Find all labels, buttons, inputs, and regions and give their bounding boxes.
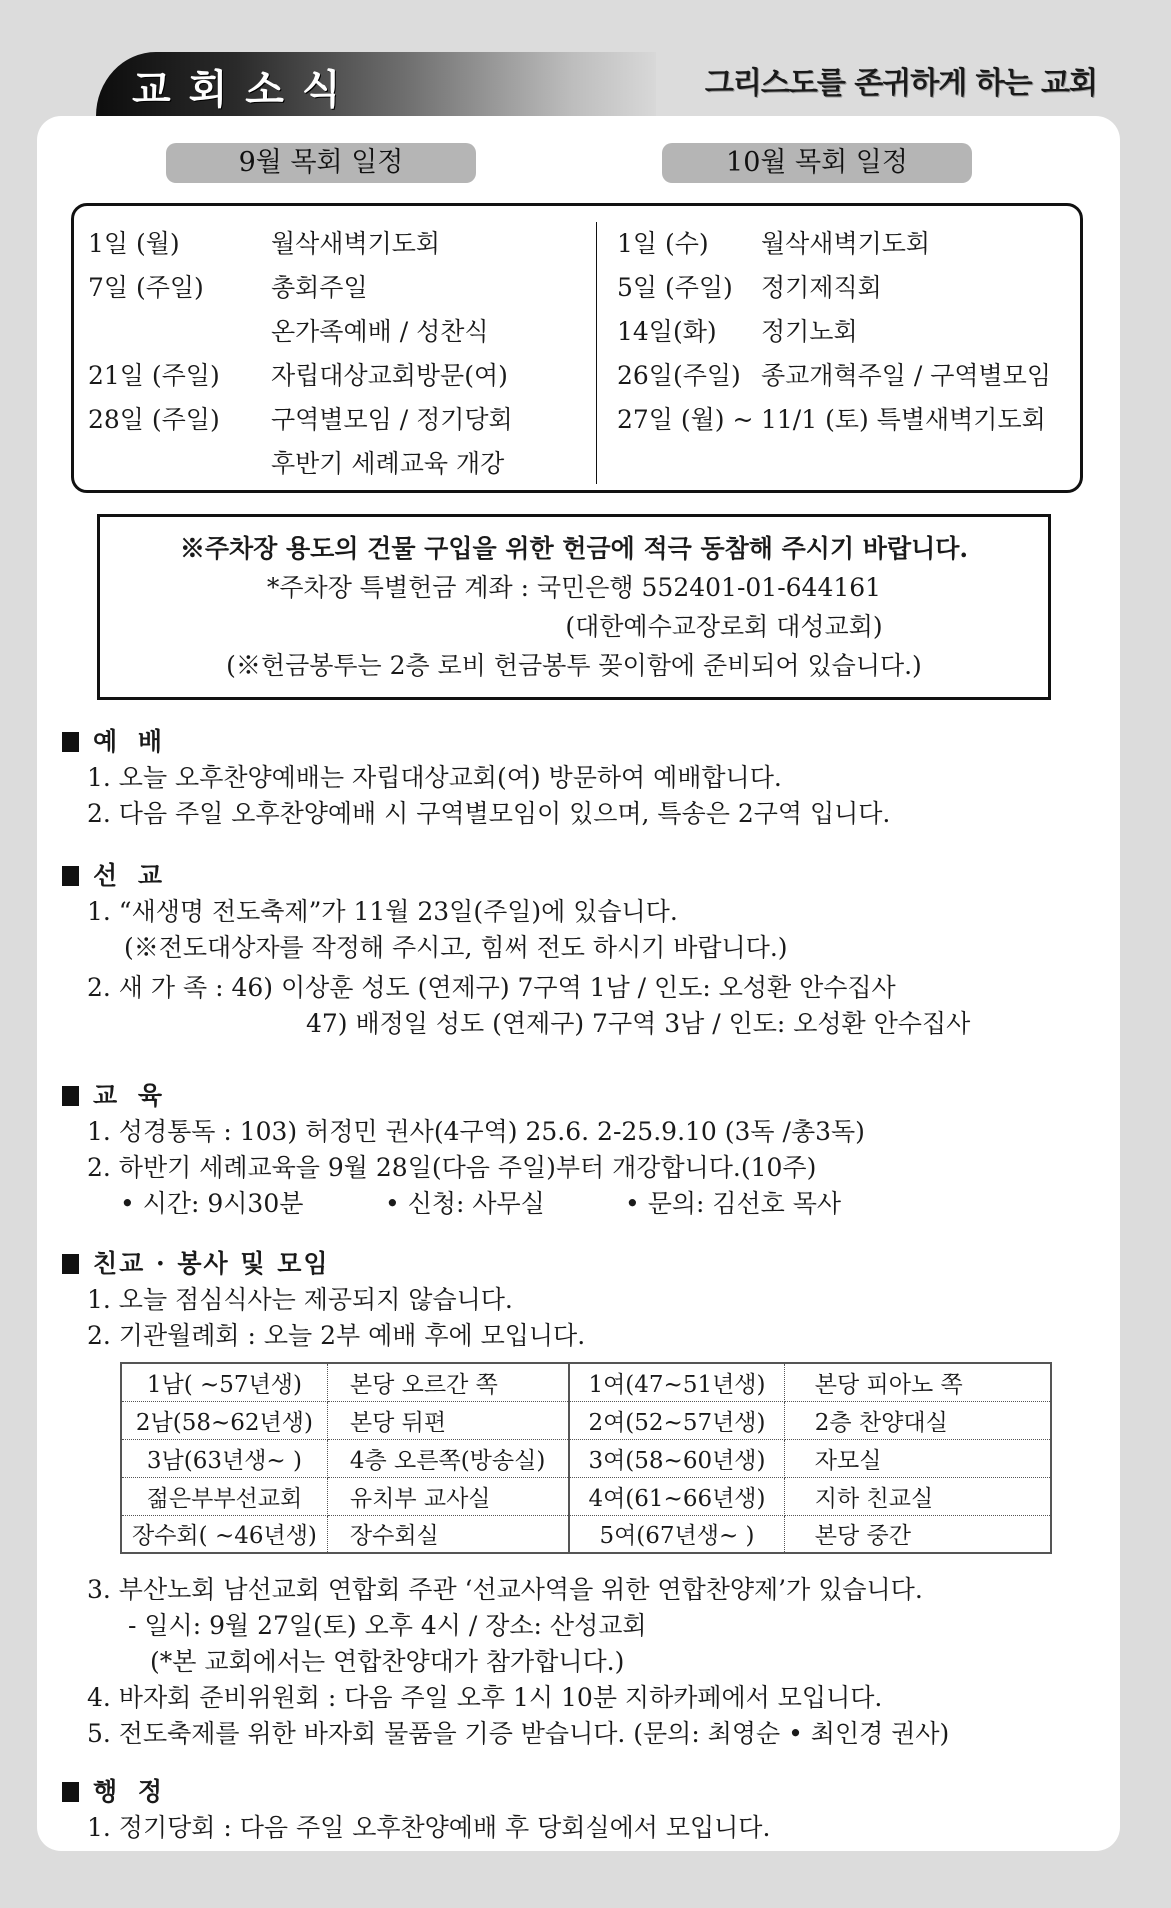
schedule-row	[74, 442, 594, 486]
table-cell: 3여(58~60년생)	[569, 1439, 784, 1477]
table-cell: 본당 중간	[814, 1523, 911, 1550]
table-cell: 3남(63년생~ )	[121, 1439, 327, 1477]
section-title: 예 배	[93, 727, 169, 756]
class-time: • 시간: 9시30분	[120, 1189, 304, 1218]
table-cell: 2여(52~57년생)	[569, 1401, 784, 1439]
schedule-row	[74, 398, 594, 442]
schedule-row	[598, 354, 1086, 398]
section-heading	[62, 1078, 865, 1114]
section-title: 교 육	[93, 1081, 169, 1110]
schedule-date: 28일 (주일)	[88, 405, 220, 434]
list-item: 1. “새생명 전도축제”가 11월 23일(주일)에 있습니다.	[87, 897, 678, 926]
schedule-row	[598, 310, 1086, 354]
section-fellowship	[62, 1246, 585, 1354]
bullet-square-icon	[62, 1254, 79, 1274]
section-mission	[62, 858, 970, 1042]
schedule-date: 14일(화)	[617, 317, 717, 346]
schedule-date: 27일 (월) ~	[617, 405, 754, 434]
october-schedule	[598, 222, 1086, 442]
table-cell: 지하 친교실	[784, 1477, 1051, 1515]
meeting-location-table	[120, 1362, 1052, 1554]
new-family-item: 2. 새 가 족 : 46) 이상훈 성도 (연제구) 7구역 1남 / 인도: 오성환 안수집사	[87, 973, 896, 1002]
schedule-date: 26일(주일)	[617, 361, 741, 390]
section-administration	[62, 1774, 770, 1846]
table-cell: 4여(61~66년생)	[569, 1477, 784, 1515]
schedule-event: 정기노회	[761, 317, 858, 346]
section-title: 친교 · 봉사 및 모임	[93, 1249, 330, 1278]
september-schedule	[74, 222, 594, 486]
table-cell: 본당 오르간 쪽	[327, 1363, 569, 1401]
list-item: 5. 전도축제를 위한 바자회 물품을 기증 받습니다. (문의: 최영순 • 최인경 권사)	[87, 1719, 950, 1748]
table-cell: 1여(47~51년생)	[569, 1363, 784, 1401]
class-signup: • 신청: 사무실	[385, 1189, 545, 1218]
schedule-row	[598, 222, 1086, 266]
schedule-date: 1일 (월)	[88, 229, 180, 258]
list-item: 2. 기관월례회 : 오늘 2부 예배 후에 모입니다.	[87, 1321, 586, 1350]
table-row	[121, 1363, 1051, 1401]
table-cell: 장수회( ~46년생)	[121, 1515, 327, 1553]
event-note: (*본 교회에서는 연합찬양대가 참가합니다.)	[150, 1647, 625, 1676]
table-row	[121, 1401, 1051, 1439]
schedule-event: 월삭새벽기도회	[761, 229, 931, 258]
church-slogan: 그리스도를 존귀하게 하는 교회	[704, 66, 1097, 101]
table-cell: 젊은부부선교회	[121, 1477, 327, 1515]
bullet-square-icon	[62, 866, 79, 886]
event-details: - 일시: 9월 27일(토) 오후 4시 / 장소: 산성교회	[128, 1611, 647, 1640]
section-title: 선 교	[93, 861, 169, 890]
list-item: 1. 정기당회 : 다음 주일 오후찬양예배 후 당회실에서 모입니다.	[87, 1813, 771, 1842]
schedule-event: 정기제직회	[761, 273, 882, 302]
bullet-square-icon	[62, 732, 79, 752]
class-info-bullets	[62, 1186, 865, 1222]
account-holder: (대한예수교장로회 대성교회)	[565, 612, 883, 641]
bullet-square-icon	[62, 1782, 79, 1802]
new-family-item: 47) 배정일 성도 (연제구) 7구역 3남 / 인도: 오성환 안수집사	[306, 1009, 971, 1038]
schedule-row	[598, 398, 1086, 442]
class-contact: • 문의: 김선호 목사	[625, 1189, 842, 1218]
table-cell: 2층 찬양대실	[784, 1401, 1051, 1439]
schedule-date: 7일 (주일)	[88, 273, 204, 302]
october-schedule-label: 10월 목회 일정	[662, 143, 972, 183]
schedule-row	[74, 310, 594, 354]
notice-headline: ※주차장 용도의 건물 구입을 위한 헌금에 적극 동참해 주시기 바랍니다.	[179, 534, 969, 563]
list-item: 3. 부산노회 남선교회 연합회 주관 ‘선교사역을 위한 연합찬양제’가 있습니다.	[87, 1575, 923, 1604]
table-cell: 자모실	[784, 1439, 1051, 1477]
section-education	[62, 1078, 865, 1222]
schedule-event: 총회주일	[271, 273, 368, 302]
september-schedule-label: 9월 목회 일정	[166, 143, 476, 183]
table-cell: 본당 뒤편	[327, 1401, 569, 1439]
list-item: 2. 다음 주일 오후찬양예배 시 구역별모임이 있으며, 특송은 2구역 입니다.	[87, 799, 891, 828]
list-item: 1. 성경통독 : 103) 허정민 권사(4구역) 25.6. 2-25.9.10 (3독 /총3독)	[87, 1117, 865, 1146]
schedule-event: 11/1 (토) 특별새벽기도회	[761, 405, 1046, 434]
list-item: 1. 오늘 오후찬양예배는 자립대상교회(여) 방문하여 예배합니다.	[87, 763, 782, 792]
schedule-event: 온가족예배 / 성찬식	[271, 317, 489, 346]
schedule-date: 5일 (주일)	[617, 273, 733, 302]
table-row	[121, 1439, 1051, 1477]
table-cell: 2남(58~62년생)	[121, 1401, 327, 1439]
table-cell: 장수회실	[327, 1515, 569, 1553]
schedule-event: 후반기 세례교육 개강	[271, 449, 505, 478]
schedule-row	[74, 222, 594, 266]
section-heading	[62, 1774, 770, 1810]
section-heading	[62, 858, 970, 894]
schedule-row	[74, 266, 594, 310]
schedule-event: 구역별모임 / 정기당회	[271, 405, 513, 434]
schedule-date: 21일 (주일)	[88, 361, 220, 390]
section-title: 행 정	[93, 1777, 169, 1806]
table-cell: 본당 피아노 쪽	[784, 1363, 1051, 1401]
schedule-row	[74, 354, 594, 398]
schedule-event: 종교개혁주일 / 구역별모임	[761, 361, 1051, 390]
section-worship	[62, 724, 890, 832]
schedule-event: 월삭새벽기도회	[271, 229, 441, 258]
table-row	[121, 1515, 1051, 1553]
table-cell: 유치부 교사실	[327, 1477, 569, 1515]
schedule-divider	[596, 222, 597, 484]
list-item: 4. 바자회 준비위원회 : 다음 주일 오후 1시 10분 지하카페에서 모입니다.	[87, 1683, 883, 1712]
table-cell: 5여(67년생~ )	[569, 1515, 784, 1553]
page-title: 교회소식	[132, 67, 359, 113]
list-item: 1. 오늘 점심식사는 제공되지 않습니다.	[87, 1285, 513, 1314]
envelope-note: (※헌금봉투는 2층 로비 헌금봉투 꽂이함에 준비되어 있습니다.)	[226, 651, 922, 680]
schedule-row	[598, 266, 1086, 310]
table-row	[121, 1477, 1051, 1515]
list-item-note: (※전도대상자를 작정해 주시고, 힘써 전도 하시기 바랍니다.)	[124, 933, 788, 962]
bank-account: *주차장 특별헌금 계좌 : 국민은행 552401-01-644161	[266, 573, 882, 602]
schedule-box	[71, 203, 1083, 493]
table-cell: 1남( ~57년생)	[121, 1363, 327, 1401]
section-heading	[62, 724, 890, 760]
list-item: 2. 하반기 세례교육을 9월 28일(다음 주일)부터 개강합니다.(10주)	[87, 1153, 817, 1182]
table-cell: 4층 오른쪽(방송실)	[327, 1439, 569, 1477]
bullet-square-icon	[62, 1086, 79, 1106]
schedule-date: 1일 (수)	[617, 229, 709, 258]
section-heading	[62, 1246, 585, 1282]
schedule-event: 자립대상교회방문(여)	[271, 361, 508, 390]
offering-notice-box	[97, 514, 1051, 700]
section-fellowship-continued	[62, 1572, 949, 1752]
